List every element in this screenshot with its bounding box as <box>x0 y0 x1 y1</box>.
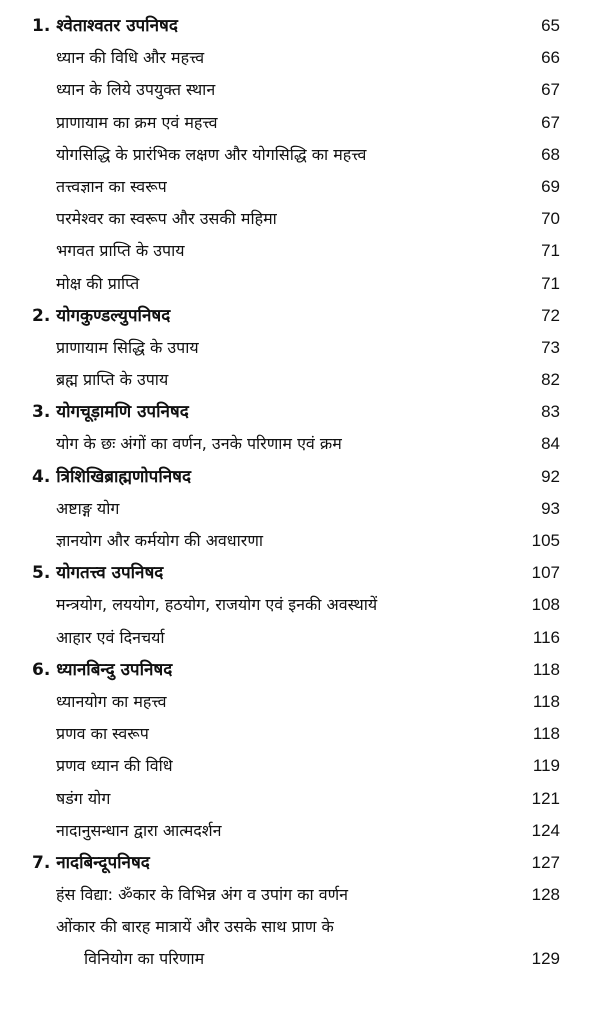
toc-page-number: 73 <box>541 337 560 357</box>
toc-section-row <box>0 718 600 750</box>
toc-entry-title: 3. योगचूड़ामणि उपनिषद <box>32 402 189 423</box>
toc-page-number: 128 <box>531 885 560 905</box>
toc-chapter-row <box>0 300 600 332</box>
toc-entry-title: योगसिद्धि के प्रारंभिक लक्षण और योगसिद्धि का महत्त्व <box>56 144 367 164</box>
toc-section-row <box>0 943 600 975</box>
toc-entry-title: भगवत प्राप्ति के उपाय <box>56 241 185 261</box>
toc-section-row <box>0 364 600 396</box>
toc-page-number: 119 <box>532 756 560 776</box>
toc-entry-title: प्रणव ध्यान की विधि <box>56 756 173 776</box>
toc-page-number: 67 <box>541 112 560 132</box>
toc-section-row <box>0 750 600 782</box>
toc-entry-title: 5. योगतत्त्व उपनिषद <box>32 563 164 584</box>
toc-section-row <box>0 911 600 943</box>
toc-page-number: 71 <box>541 241 560 261</box>
toc-page-number: 93 <box>541 498 560 518</box>
toc-entry-title: योग के छः अंगों का वर्णन, उनके परिणाम एवं क्रम <box>56 434 342 454</box>
toc-page-number: 70 <box>541 209 560 229</box>
toc-entry-title: प्राणायाम का क्रम एवं महत्त्व <box>56 112 218 132</box>
toc-entry-title: अष्टाङ्ग योग <box>56 498 120 518</box>
toc-page-number: 127 <box>531 852 560 872</box>
toc-section-row <box>0 139 600 171</box>
toc-section-row <box>0 235 600 267</box>
toc-entry-title: ओंकार की बारह मात्रायें और उसके साथ प्राण के <box>56 917 334 937</box>
toc-section-row <box>0 493 600 525</box>
toc-section-row <box>0 622 600 654</box>
toc-page-number: 118 <box>532 691 560 711</box>
toc-entry-title: 2. योगकुण्डल्युपनिषद <box>32 305 171 326</box>
toc-section-row <box>0 589 600 621</box>
toc-entry-title: प्राणायाम सिद्धि के उपाय <box>56 337 199 357</box>
toc-section-row <box>0 686 600 718</box>
toc-section-row <box>0 203 600 235</box>
toc-section-row <box>0 428 600 460</box>
toc-page-number: 129 <box>531 949 560 969</box>
toc-chapter-row <box>0 461 600 493</box>
toc-entry-title: ध्यान के लिये उपयुक्त स्थान <box>56 80 216 100</box>
toc-page-number: 116 <box>532 627 560 647</box>
toc-chapter-row <box>0 10 600 42</box>
toc-page-number: 72 <box>541 305 560 325</box>
toc-entry-title: 4. त्रिशिखिब्राह्मणोपनिषद <box>32 466 192 487</box>
toc-entry-title: 1. श्वेताश्वतर उपनिषद <box>32 16 178 36</box>
toc-entry-title: ध्यानयोग का महत्त्व <box>56 691 167 711</box>
toc-page-number: 92 <box>541 466 560 486</box>
toc-page-number: 121 <box>531 788 560 808</box>
toc-chapter-row <box>0 396 600 428</box>
toc-entry-title: ध्यान की विधि और महत्त्व <box>56 48 205 68</box>
toc-section-row <box>0 879 600 911</box>
toc-section-row <box>0 171 600 203</box>
toc-entry-title: 7. नादबिन्दूपनिषद <box>32 852 150 873</box>
toc-entry-title: प्रणव का स्वरूप <box>56 724 149 744</box>
toc-section-row <box>0 74 600 106</box>
toc-page-number: 118 <box>532 659 560 679</box>
toc-page-number: 83 <box>541 402 560 422</box>
toc-page-number: 118 <box>532 724 560 744</box>
toc-section-row <box>0 815 600 847</box>
toc-entry-title: मन्त्रयोग, लययोग, हठयोग, राजयोग एवं इनकी अवस्थायें <box>56 595 378 615</box>
toc-entry-title: षडंग योग <box>56 788 111 808</box>
toc-entry-title: परमेश्वर का स्वरूप और उसकी महिमा <box>56 209 277 229</box>
toc-entry-title: विनियोग का परिणाम <box>84 949 205 969</box>
toc-page-number: 71 <box>541 273 560 293</box>
toc-section-row <box>0 268 600 300</box>
toc-page-number: 69 <box>541 176 560 196</box>
toc-page-number: 105 <box>531 531 560 550</box>
toc-page-number: 84 <box>541 434 560 454</box>
toc-entry-title: ब्रह्म प्राप्ति के उपाय <box>56 370 169 390</box>
toc-chapter-row <box>0 654 600 686</box>
toc-entry-title: नादानुसन्धान द्वारा आत्मदर्शन <box>56 820 222 840</box>
toc-section-row <box>0 42 600 74</box>
toc-entry-title: आहार एवं दिनचर्या <box>56 627 165 647</box>
toc-chapter-row <box>0 557 600 589</box>
toc-entry-title: ज्ञानयोग और कर्मयोग की अवधारणा <box>56 531 264 550</box>
table-of-contents <box>0 10 600 976</box>
toc-page-number: 108 <box>531 595 560 615</box>
toc-page-number: 66 <box>541 48 560 68</box>
toc-section-row <box>0 525 600 557</box>
toc-page-number: 67 <box>541 80 560 100</box>
toc-section-row <box>0 332 600 364</box>
toc-entry-title: मोक्ष की प्राप्ति <box>56 273 140 293</box>
toc-page-number: 124 <box>531 820 560 840</box>
toc-page-number: 82 <box>541 370 560 390</box>
toc-entry-title: हंस विद्या: ॐकार के विभिन्न अंग व उपांग का वर्णन <box>56 885 349 905</box>
toc-page-number: 107 <box>531 563 560 583</box>
toc-page-number: 68 <box>541 144 560 164</box>
toc-section-row <box>0 107 600 139</box>
toc-entry-title: 6. ध्यानबिन्दु उपनिषद <box>32 659 173 680</box>
toc-section-row <box>0 783 600 815</box>
toc-entry-title: तत्त्वज्ञान का स्वरूप <box>56 176 167 196</box>
toc-chapter-row <box>0 847 600 879</box>
toc-page-number: 65 <box>541 16 560 35</box>
